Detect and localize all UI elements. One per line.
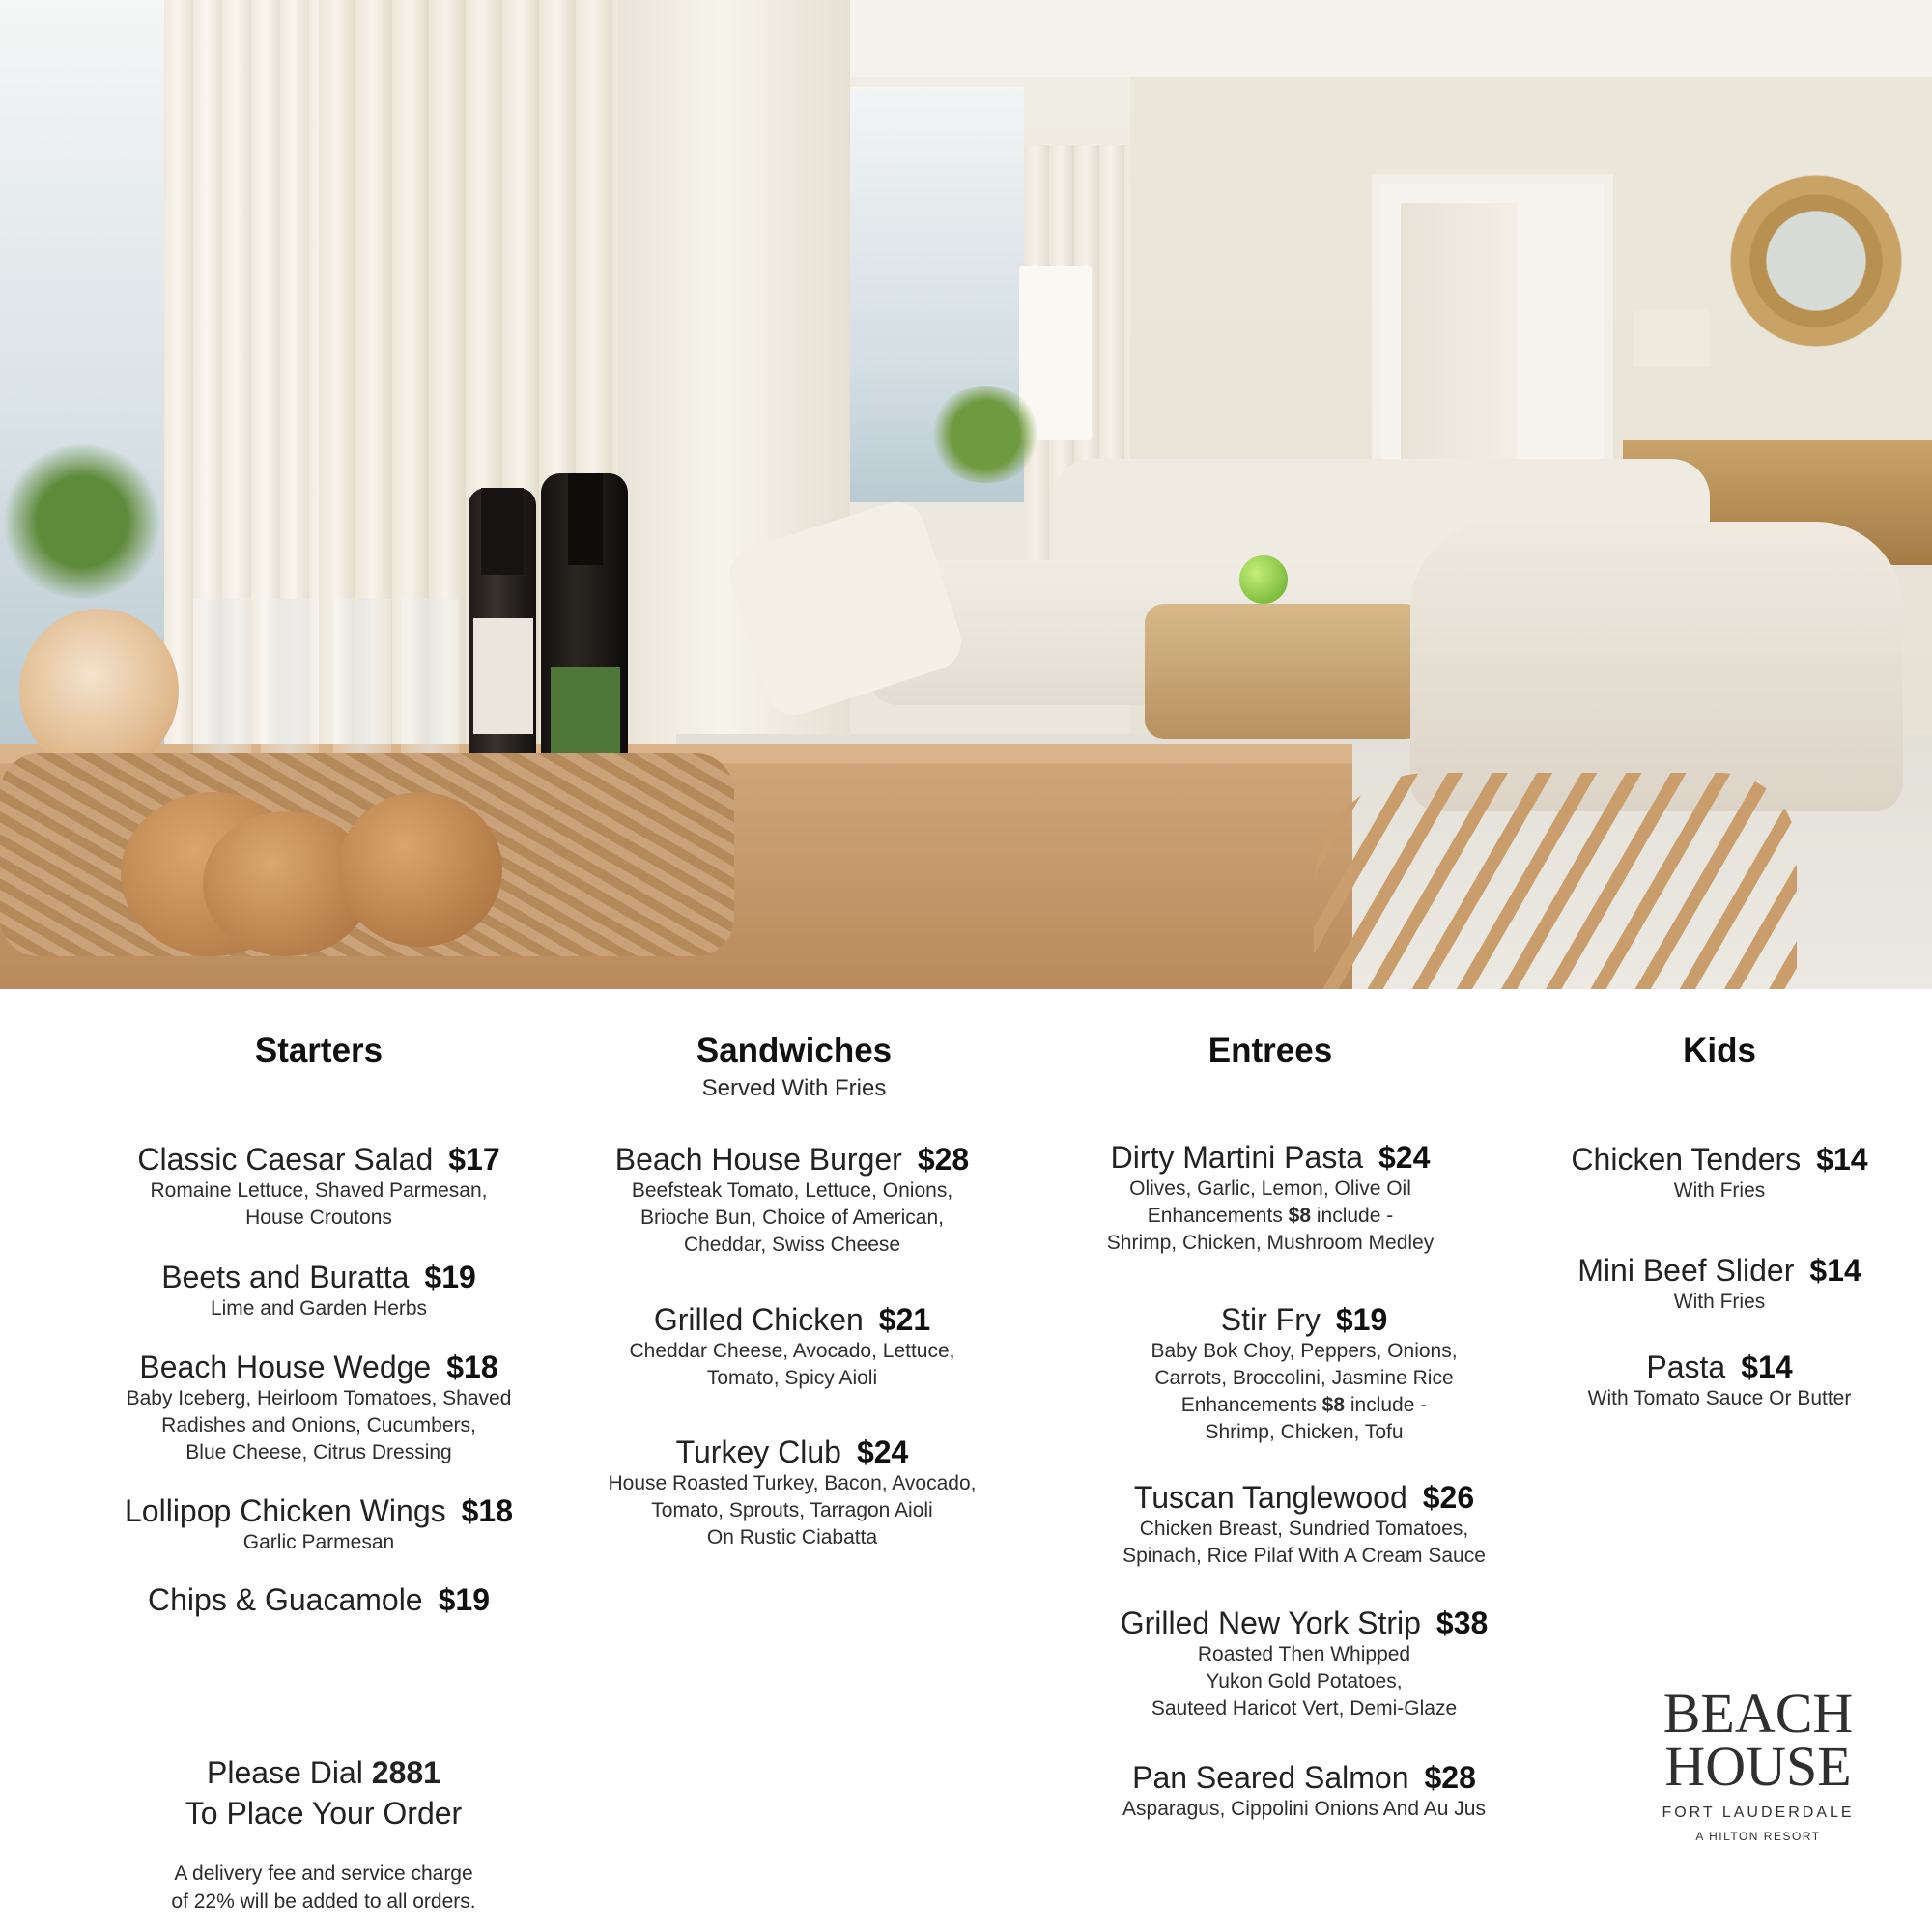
potted-plant (927, 386, 1043, 483)
item-description: House Roasted Turkey, Bacon, Avocado, (608, 1471, 977, 1494)
item-name: Chicken Tenders (1571, 1142, 1802, 1177)
menu-item-caesar-salad (77, 1142, 560, 1232)
section-title: Entrees (1208, 1032, 1333, 1069)
wine-bottle-neck (481, 488, 524, 575)
delivery-fee-note: A delivery fee and service charge of 22% will be added to all orders. (171, 1862, 476, 1913)
item-description: Beefsteak Tomato, Lettuce, Onions, (631, 1179, 953, 1202)
item-description: Tomato, Sprouts, Tarragon Aioli (651, 1498, 933, 1521)
item-description: Shrimp, Chicken, Mushroom Medley (1106, 1231, 1435, 1254)
item-description: Cheddar, Swiss Cheese (683, 1233, 901, 1256)
item-name: Beach House Wedge (139, 1350, 432, 1384)
enhancement-price: $8 (1321, 1393, 1346, 1416)
item-price: $14 (1809, 1253, 1861, 1288)
menu-item-beach-house-wedge (77, 1350, 560, 1466)
item-description: Baby Bok Choy, Peppers, Onions, (1151, 1339, 1458, 1362)
item-price: $38 (1435, 1605, 1489, 1640)
item-price: $28 (1424, 1760, 1476, 1795)
item-name: Mini Beef Slider (1577, 1253, 1795, 1288)
item-description: Romaine Lettuce, Shaved Parmesan, (150, 1179, 488, 1202)
item-description: Cheddar Cheese, Avocado, Lettuce, (629, 1339, 955, 1362)
room-service-extension: 2881 (371, 1755, 440, 1790)
item-name: Beach House Burger (614, 1142, 902, 1177)
item-name: Grilled New York Strip (1120, 1605, 1421, 1640)
wine-bottle-neck (568, 473, 603, 565)
item-name: Classic Caesar Salad (137, 1142, 434, 1177)
sandwiches-header (649, 1034, 939, 1100)
wine-label (473, 618, 533, 734)
item-description: Baby Iceberg, Heirloom Tomatoes, Shaved (126, 1386, 512, 1409)
table-lamp (1633, 309, 1710, 367)
menu-item-tuscan-tanglewood (1063, 1480, 1546, 1570)
item-description: Blue Cheese, Citrus Dressing (185, 1440, 452, 1463)
menu-item-chips-guacamole (77, 1582, 560, 1618)
item-description: Chicken Breast, Sundried Tomatoes, (1139, 1517, 1469, 1540)
armchair (1410, 522, 1903, 811)
menu-item-mini-beef-slider (1478, 1253, 1932, 1316)
menu-item-pan-seared-salmon (1063, 1760, 1546, 1823)
item-description: Tomato, Spicy Aioli (706, 1366, 878, 1389)
menu-item-beach-house-burger (551, 1142, 1034, 1259)
item-price: $17 (448, 1142, 500, 1177)
item-name: Stir Fry (1220, 1302, 1321, 1337)
item-name: Pasta (1646, 1350, 1726, 1384)
item-price: $19 (424, 1260, 476, 1294)
item-price: $24 (856, 1435, 909, 1469)
item-price: $14 (1741, 1350, 1793, 1384)
item-description: Yukon Gold Potatoes, (1206, 1669, 1403, 1692)
kids-header (1575, 1034, 1864, 1067)
entrees-header (1125, 1034, 1415, 1067)
section-subtitle: Served With Fries (701, 1075, 887, 1101)
item-name: Beets and Buratta (161, 1260, 410, 1294)
item-price: $18 (446, 1350, 498, 1384)
section-title: Kids (1683, 1032, 1756, 1069)
rattan-chair (1314, 773, 1797, 989)
item-price: $28 (917, 1142, 970, 1177)
item-description: On Rustic Ciabatta (706, 1525, 878, 1548)
item-description: Lime and Garden Herbs (210, 1296, 428, 1320)
coconut (338, 792, 502, 947)
monstera-plant (0, 444, 164, 599)
enhancements-line: Enhancements $8 include - (1180, 1393, 1428, 1416)
menu-item-grilled-chicken (551, 1302, 1034, 1392)
menu-item-lollipop-wings (77, 1493, 560, 1556)
item-description: Shrimp, Chicken, Tofu (1205, 1420, 1404, 1443)
item-price: $24 (1378, 1140, 1431, 1175)
item-name: Grilled Chicken (653, 1302, 864, 1337)
order-instructions: Please Dial 2881 To Place Your Order (185, 1755, 463, 1831)
item-description: Sauteed Haricot Vert, Demi-Glaze (1151, 1696, 1458, 1719)
item-description: Brioche Bun, Choice of American, (640, 1206, 944, 1229)
green-glass-ball (1239, 555, 1288, 604)
item-description: Radishes and Onions, Cucumbers, (161, 1413, 476, 1436)
glass-vase (19, 609, 179, 773)
item-description: House Croutons (245, 1206, 392, 1229)
menu-item-turkey-club (551, 1435, 1034, 1551)
menu-item-dirty-martini-pasta (1029, 1140, 1512, 1257)
item-price: $18 (461, 1493, 513, 1528)
item-description: With Fries (1673, 1179, 1766, 1202)
item-name: Chips & Guacamole (148, 1582, 423, 1617)
item-name: Pan Seared Salmon (1132, 1760, 1409, 1795)
item-description: Carrots, Broccolini, Jasmine Rice (1154, 1366, 1454, 1389)
starters-header (174, 1034, 464, 1067)
beach-house-logo: BEACH HOUSE FORT LAUDERDALE A HILTON RESORT (1662, 1682, 1855, 1843)
item-description: Spinach, Rice Pilaf With A Cream Sauce (1122, 1544, 1486, 1567)
item-description: With Tomato Sauce Or Butter (1587, 1386, 1852, 1409)
section-title: Starters (254, 1032, 384, 1069)
menu-item-kids-pasta (1478, 1350, 1932, 1412)
section-title: Sandwiches (696, 1032, 893, 1069)
item-name: Lollipop Chicken Wings (125, 1493, 446, 1528)
item-description: Roasted Then Whipped (1197, 1642, 1411, 1665)
item-description: Garlic Parmesan (242, 1530, 395, 1553)
sunburst-mirror (1719, 164, 1913, 357)
item-price: $21 (878, 1302, 931, 1337)
item-description: Asparagus, Cippolini Onions And Au Jus (1122, 1797, 1486, 1820)
item-price: $26 (1422, 1480, 1475, 1515)
ceiling (850, 0, 1932, 77)
item-name: Turkey Club (675, 1435, 841, 1469)
item-description: Olives, Garlic, Lemon, Olive Oil (1129, 1177, 1411, 1200)
coffee-table (1145, 604, 1425, 739)
item-price: $19 (1335, 1302, 1388, 1337)
menu-item-new-york-strip (1063, 1605, 1546, 1722)
enhancements-line: Enhancements $8 include - (1147, 1204, 1394, 1227)
item-description: With Fries (1673, 1290, 1766, 1313)
menu-item-chicken-tenders (1478, 1142, 1932, 1205)
enhancement-price: $8 (1288, 1204, 1312, 1227)
menu-item-stir-fry (1063, 1302, 1546, 1446)
item-name: Dirty Martini Pasta (1110, 1140, 1363, 1175)
menu-item-beets-buratta (77, 1260, 560, 1322)
item-price: $14 (1816, 1142, 1868, 1177)
item-price: $19 (438, 1582, 490, 1617)
item-name: Tuscan Tanglewood (1133, 1480, 1407, 1515)
